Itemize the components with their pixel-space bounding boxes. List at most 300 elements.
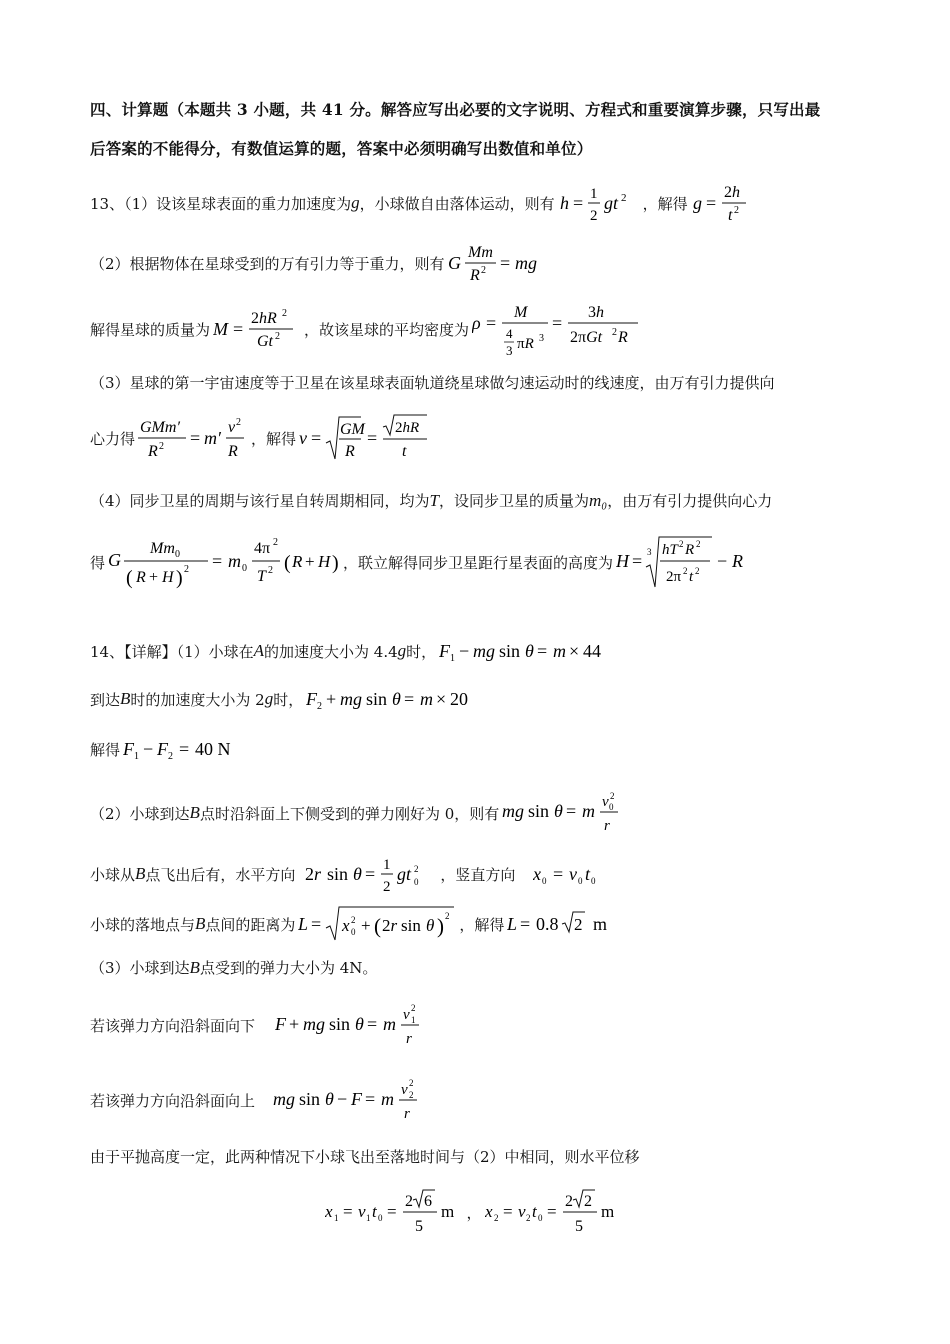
svg-text:R: R — [228, 443, 238, 460]
q14-p6-text2: 点间的距离为 — [205, 915, 296, 934]
svg-text:1: 1 — [366, 1213, 371, 1223]
q14-p6-eq1 — [298, 904, 456, 944]
svg-text:+: + — [289, 1014, 300, 1034]
q13-p6-var2: m₀ — [589, 490, 608, 510]
svg-text:F: F — [306, 689, 318, 709]
svg-text:1: 1 — [450, 653, 456, 664]
svg-text:−: − — [717, 551, 728, 571]
q14-part10 — [90, 1146, 865, 1167]
q13-p1-eq2 — [691, 180, 753, 226]
q14-p1-eq-formula — [439, 637, 625, 665]
svg-text:M: M — [213, 319, 229, 339]
svg-text:sin: sin — [299, 1089, 321, 1109]
q14-part6 — [90, 904, 865, 944]
q13-p5-eq1-formula — [138, 413, 248, 463]
svg-text:sin: sin — [329, 1014, 351, 1034]
q14-p6-eq2 — [507, 904, 615, 944]
svg-text:=: = — [546, 1202, 557, 1221]
svg-text:+: + — [305, 552, 315, 571]
svg-text:m: m — [600, 1202, 614, 1221]
svg-text:mg: mg — [502, 801, 525, 821]
svg-text:=: = — [705, 193, 716, 213]
svg-text:R: R — [148, 443, 158, 460]
q13-p2-eq — [448, 240, 546, 286]
svg-text:m: m — [441, 1202, 455, 1221]
q13-part3 — [90, 298, 865, 360]
q13-p7-eq1-formula — [108, 533, 340, 591]
svg-text:sin: sin — [366, 689, 388, 709]
svg-text:0: 0 — [378, 1213, 383, 1223]
svg-text:v: v — [401, 1082, 408, 1098]
svg-text:4π: 4π — [254, 540, 271, 557]
svg-text:L: L — [507, 914, 518, 934]
q13-p7-eq1 — [108, 533, 340, 591]
q13-p1-text3: ，解得 — [642, 194, 688, 213]
q14-p5-eq2-formula — [533, 852, 613, 896]
q14-p5-text3: ，竖直方向 — [440, 865, 516, 884]
svg-text:πR: πR — [517, 336, 534, 352]
svg-text:3h: 3h — [588, 304, 605, 321]
svg-text:2: 2 — [383, 879, 391, 895]
svg-text:v: v — [358, 1202, 367, 1221]
svg-text:F: F — [351, 1089, 363, 1109]
svg-text:2: 2 — [409, 1090, 414, 1100]
q14-p11-eq1-formula — [325, 1186, 463, 1238]
svg-text:R: R — [345, 443, 355, 460]
svg-text:v: v — [602, 794, 609, 810]
svg-text:θ: θ — [554, 801, 564, 821]
svg-text:0: 0 — [542, 876, 547, 886]
q14-p2-var2: g — [264, 689, 274, 708]
svg-text:m: m — [582, 801, 596, 821]
q14-p7-var: B — [189, 957, 200, 977]
svg-text:R: R — [732, 551, 744, 571]
svg-text:Mm: Mm — [467, 244, 493, 261]
q13-p7-text: 得 — [90, 553, 106, 572]
svg-text:h: h — [559, 193, 569, 213]
svg-text:2: 2 — [589, 208, 598, 224]
svg-text:=: = — [233, 319, 244, 339]
svg-text:2: 2 — [159, 441, 165, 452]
q14-part4 — [90, 790, 865, 836]
svg-text:2: 2 — [282, 308, 288, 319]
svg-text:θ: θ — [392, 689, 402, 709]
svg-text:2: 2 — [679, 539, 684, 549]
svg-text:40 N: 40 N — [195, 739, 231, 759]
svg-text:m: m — [553, 641, 567, 661]
svg-text:x: x — [484, 1202, 493, 1221]
svg-text:2: 2 — [236, 417, 242, 428]
svg-text:44: 44 — [583, 641, 602, 661]
svg-text:v: v — [403, 1007, 410, 1023]
svg-text:2: 2 — [409, 1078, 414, 1088]
q14-p6-eq1-formula — [298, 904, 456, 944]
q14-p11-eq1 — [325, 1186, 463, 1238]
svg-text:ρ: ρ — [472, 313, 481, 333]
svg-text:r: r — [604, 818, 611, 834]
svg-text:0: 0 — [537, 1213, 542, 1223]
svg-text:): ) — [332, 552, 339, 574]
q14-p8-text: 若该弹力方向沿斜面向下 — [90, 1016, 256, 1035]
svg-text:L: L — [298, 914, 309, 934]
svg-text:θ: θ — [525, 641, 535, 661]
q14-p5-eq1 — [305, 852, 437, 896]
q14-p1-var: A — [253, 641, 265, 660]
svg-text:=: = — [311, 428, 322, 448]
svg-text:=: = — [343, 1202, 354, 1221]
svg-text:3: 3 — [506, 343, 513, 358]
q13-p5-eq2-formula — [299, 413, 431, 463]
svg-text:θ: θ — [325, 1089, 334, 1109]
q14-p1-var2: g — [397, 641, 407, 660]
q13-p1-var: g — [351, 193, 360, 212]
q13-part6 — [90, 490, 865, 511]
svg-text:Mm: Mm — [150, 540, 175, 557]
svg-text:R: R — [618, 329, 628, 346]
svg-text:−: − — [337, 1089, 348, 1109]
svg-text:R: R — [685, 542, 695, 558]
svg-text:r: r — [404, 1106, 410, 1122]
svg-text:mg: mg — [303, 1014, 326, 1034]
svg-text:θ: θ — [355, 1014, 364, 1034]
q14-p5-text2: 点飞出后有，水平方向 — [145, 865, 296, 884]
svg-text:H: H — [616, 551, 630, 571]
svg-text:r: r — [406, 1031, 412, 1047]
q13-p3-eq2-formula — [472, 298, 640, 360]
svg-text:3: 3 — [647, 547, 652, 557]
q14-p4-text2: 点时沿斜面上下侧受到的弹力刚好为 0，则有 — [199, 804, 500, 823]
svg-text:M: M — [514, 304, 528, 321]
svg-text:2: 2 — [351, 915, 356, 925]
svg-text:2r: 2r — [382, 916, 398, 935]
svg-text:×: × — [569, 641, 580, 661]
q14-p6-eq2-formula — [507, 904, 615, 944]
q13-part7 — [90, 532, 865, 592]
svg-text:2h: 2h — [723, 184, 740, 201]
svg-text:(: ( — [126, 567, 133, 589]
q13-p1-eq1-formula — [558, 180, 640, 226]
q14-p9-text: 若该弹力方向沿斜面向上 — [90, 1091, 256, 1110]
svg-text:2r: 2r — [305, 864, 322, 884]
svg-text:=: = — [367, 428, 378, 448]
q14-part11 — [0, 1186, 950, 1238]
svg-text:=: = — [632, 551, 643, 571]
q13-p1-text2: ，小球做自由落体运动，则有 — [359, 194, 555, 213]
q14-p4-var: B — [189, 803, 200, 822]
q14-p4-eq — [502, 789, 632, 837]
svg-text:1: 1 — [589, 186, 598, 202]
svg-text:m: m — [381, 1089, 395, 1109]
svg-text:−: − — [143, 739, 154, 759]
svg-text:θ: θ — [353, 864, 363, 884]
svg-text:R: R — [136, 569, 146, 586]
svg-text:t: t — [585, 864, 591, 884]
svg-text:t: t — [531, 1202, 537, 1221]
q13-p3-eq1 — [213, 306, 301, 352]
section-title-text-2: 后答案的不能得分，有数值运算的题，答案中必须明确写出数值和单位） — [90, 139, 593, 158]
svg-text:2: 2 — [683, 566, 688, 576]
svg-text:F: F — [123, 739, 135, 759]
q13-p3-text2: ，故该星球的平均密度为 — [304, 320, 470, 339]
q14-p1-text3: 时， — [406, 642, 437, 661]
section-title-line-1 — [90, 98, 865, 120]
svg-text:2πGt: 2πGt — [570, 329, 603, 346]
svg-text:0: 0 — [591, 876, 596, 886]
q13-p6-text2: ，设同步卫星的质量为 — [439, 492, 590, 510]
svg-text:hT: hT — [662, 542, 678, 558]
q14-p2-text2: 时的加速度大小为 2 — [130, 690, 265, 709]
q13-p7-eq2-formula — [616, 533, 752, 591]
svg-text:=: = — [552, 313, 563, 333]
svg-text:2: 2 — [583, 1193, 592, 1210]
svg-text:sin: sin — [401, 916, 422, 935]
q14-p1-text2: 的加速度大小为 4.4 — [264, 642, 398, 661]
svg-text:x: x — [342, 916, 350, 935]
svg-text:): ) — [176, 567, 183, 589]
svg-text:6: 6 — [424, 1193, 433, 1210]
q13-p2-eq-formula — [448, 240, 546, 286]
q14-p5-text: 小球从 — [90, 865, 136, 884]
svg-text:2: 2 — [184, 564, 190, 575]
svg-text:=: = — [179, 739, 190, 759]
svg-text:+: + — [149, 569, 159, 586]
svg-text:1: 1 — [383, 857, 391, 873]
q14-part9 — [90, 1075, 865, 1125]
svg-text:2hR: 2hR — [395, 420, 420, 436]
svg-text:t: t — [372, 1202, 378, 1221]
svg-text:=: = — [404, 689, 415, 709]
svg-text:1: 1 — [334, 1213, 339, 1223]
q13-p6-text3: ，由万有引力提供向心力 — [607, 492, 773, 510]
svg-text:2: 2 — [414, 864, 419, 874]
svg-text:=: = — [486, 313, 497, 333]
svg-text:+: + — [361, 916, 372, 935]
svg-text:=: = — [365, 1089, 376, 1109]
svg-text:5: 5 — [415, 1218, 424, 1235]
svg-text:2: 2 — [268, 565, 274, 576]
q13-p3-text: 解得星球的质量为 — [90, 320, 211, 339]
q14-p2-eq-formula — [306, 685, 492, 713]
q14-p11-eq2 — [485, 1186, 625, 1238]
svg-text:2: 2 — [493, 1213, 498, 1223]
q13-p7-text2: ，联立解得同步卫星距行星表面的高度为 — [343, 553, 614, 572]
svg-text:mg: mg — [273, 1089, 296, 1109]
svg-text:0: 0 — [414, 877, 419, 887]
svg-text:2: 2 — [273, 537, 279, 548]
svg-text:sin: sin — [499, 641, 521, 661]
svg-text:2: 2 — [445, 911, 450, 921]
svg-text:2: 2 — [574, 915, 583, 934]
svg-text:=: = — [502, 1202, 513, 1221]
svg-text:): ) — [437, 914, 445, 938]
svg-text:v: v — [299, 428, 308, 448]
svg-text:2: 2 — [275, 331, 281, 342]
q13-p3-eq1-formula — [213, 306, 301, 352]
svg-text:1: 1 — [134, 751, 140, 762]
svg-text:t: t — [689, 569, 694, 585]
svg-text:mg: mg — [473, 641, 496, 661]
q14-p2-text: 到达 — [90, 690, 121, 709]
q14-p11-eq2-formula — [485, 1186, 625, 1238]
q13-part1 — [90, 180, 865, 226]
svg-text:−: − — [459, 641, 470, 661]
svg-text:2: 2 — [411, 1003, 416, 1013]
q14-part2 — [90, 685, 865, 713]
svg-text:(: ( — [374, 914, 382, 938]
svg-text:2: 2 — [564, 1193, 573, 1210]
svg-text:2: 2 — [695, 566, 700, 576]
q13-p1-text: 13、（1）设该星球表面的重力加速度为 — [90, 194, 352, 213]
svg-text:m′: m′ — [204, 428, 221, 448]
q13-p1-eq2-formula — [691, 180, 753, 226]
q14-p3-eq-formula — [123, 735, 243, 763]
q14-p7-text: （3）小球到达 — [90, 959, 190, 977]
svg-text:0: 0 — [242, 563, 248, 574]
svg-text:m: m — [228, 551, 242, 571]
svg-text:θ: θ — [426, 916, 435, 935]
svg-text:4: 4 — [506, 326, 513, 341]
section-title-text-1: 四、计算题（本题共 3 小题，共 41 分。解答应写出必要的文字说明、方程式和重要演算步骤，只写出最 — [90, 100, 821, 119]
svg-text:+: + — [326, 689, 337, 709]
svg-text:=: = — [190, 428, 201, 448]
svg-text:mg: mg — [514, 253, 537, 273]
svg-text:v: v — [228, 419, 236, 436]
svg-text:=: = — [553, 864, 564, 884]
q14-p5-eq2 — [533, 852, 613, 896]
svg-text:=: = — [499, 253, 510, 273]
svg-text:gt: gt — [603, 193, 618, 213]
q14-p5-eq1-formula — [305, 852, 437, 896]
section-title-line-2 — [90, 137, 865, 159]
q14-part3 — [90, 735, 865, 763]
svg-text:H: H — [318, 552, 331, 571]
q14-p6-text3: ，解得 — [459, 915, 505, 934]
svg-text:H: H — [162, 569, 174, 586]
svg-text:(: ( — [284, 552, 291, 574]
svg-text:0: 0 — [351, 927, 356, 937]
q13-p5-text2: ，解得 — [251, 429, 297, 448]
svg-text:=: = — [212, 551, 223, 571]
q13-p6-var: T — [429, 490, 440, 510]
svg-text:2: 2 — [317, 701, 323, 712]
svg-text:GMm′: GMm′ — [140, 419, 180, 436]
q13-p7-eq2 — [616, 533, 752, 591]
svg-text:=: = — [311, 914, 322, 934]
q14-p1-eq — [439, 637, 625, 665]
svg-text:sin: sin — [327, 864, 349, 884]
q14-p11-sep: ， — [466, 1203, 482, 1222]
svg-text:×: × — [436, 689, 447, 709]
svg-text:=: = — [572, 193, 583, 213]
svg-text:gt: gt — [397, 864, 412, 884]
q14-p6-var: B — [195, 914, 206, 933]
svg-text:GM: GM — [340, 421, 365, 438]
svg-text:=: = — [387, 1202, 398, 1221]
svg-text:F: F — [439, 641, 451, 661]
q13-part2 — [90, 240, 865, 286]
svg-text:2: 2 — [733, 205, 739, 216]
svg-text:1: 1 — [411, 1015, 416, 1025]
q14-p9-eq — [273, 1075, 425, 1125]
svg-text:x: x — [533, 864, 542, 884]
svg-text:G: G — [447, 253, 461, 273]
q14-p8-eq-formula — [275, 1000, 427, 1050]
svg-text:2: 2 — [525, 1213, 530, 1223]
svg-text:=: = — [365, 864, 376, 884]
svg-text:T: T — [257, 568, 266, 585]
svg-text:2: 2 — [696, 539, 701, 549]
q14-part5 — [90, 852, 865, 896]
svg-text:3: 3 — [539, 333, 545, 344]
svg-text:=: = — [537, 641, 548, 661]
svg-text:v: v — [517, 1202, 526, 1221]
svg-text:2: 2 — [480, 265, 486, 276]
q14-part8 — [90, 1000, 865, 1050]
q13-p5-eq2 — [299, 413, 431, 463]
q13-p3-eq2 — [472, 298, 640, 360]
q13-p5-eq1 — [138, 413, 248, 463]
svg-text:F: F — [275, 1014, 287, 1034]
svg-text:mg: mg — [340, 689, 363, 709]
q14-p4-eq-formula — [502, 789, 632, 837]
q13-p4-text: （3）星球的第一宇宙速度等于卫星在该星球表面轨道绕星球做匀速运动时的线速度，由万有引力提供向 — [90, 374, 775, 392]
q14-part7 — [90, 957, 865, 978]
svg-text:R: R — [292, 552, 303, 571]
q14-p3-text: 解得 — [90, 740, 121, 759]
q14-p6-text: 小球的落地点与 — [90, 915, 196, 934]
svg-text:=: = — [566, 801, 577, 821]
q14-p8-eq — [275, 1000, 427, 1050]
svg-text:m: m — [420, 689, 434, 709]
q14-part1 — [90, 637, 865, 665]
q13-p2-text: （2）根据物体在星球受到的万有引力等于重力，则有 — [90, 254, 445, 273]
svg-text:v: v — [569, 864, 578, 884]
svg-text:G: G — [108, 550, 122, 570]
svg-text:0: 0 — [578, 876, 583, 886]
svg-text:F: F — [157, 739, 169, 759]
svg-text:2: 2 — [612, 327, 618, 338]
svg-text:Gt: Gt — [257, 333, 274, 350]
svg-text:0: 0 — [175, 549, 181, 560]
q14-p10-text: 由于平抛高度一定，此两种情况下小球飞出至落地时间与（2）中相同，则水平位移 — [90, 1148, 640, 1166]
svg-text:t: t — [727, 207, 733, 224]
svg-text:0: 0 — [609, 802, 614, 812]
q13-p6-text: （4）同步卫星的周期与该行星自转周期相同，均为 — [90, 492, 430, 510]
q14-p2-text3: 时， — [273, 690, 304, 709]
svg-text:=: = — [520, 914, 531, 934]
svg-text:2hR: 2hR — [251, 310, 277, 327]
q14-p2-var: B — [120, 689, 131, 708]
q13-p1-eq1 — [558, 180, 640, 226]
svg-text:=: = — [367, 1014, 378, 1034]
svg-text:0.8: 0.8 — [536, 914, 559, 934]
q14-p3-eq — [123, 735, 243, 763]
q13-p5-text: 心力得 — [90, 429, 136, 448]
svg-text:g: g — [692, 193, 702, 213]
svg-text:2: 2 — [610, 791, 615, 801]
svg-text:2: 2 — [620, 192, 627, 204]
svg-text:5: 5 — [574, 1218, 583, 1235]
q14-p1-text: 14、【详解】（1）小球在 — [90, 642, 254, 661]
svg-text:2π: 2π — [666, 569, 682, 585]
svg-text:20: 20 — [450, 689, 469, 709]
q14-p9-eq-formula — [273, 1075, 425, 1125]
svg-text:m: m — [383, 1014, 397, 1034]
q14-p2-eq — [306, 685, 492, 713]
q13-part4 — [90, 372, 865, 393]
svg-text:t: t — [402, 443, 407, 460]
svg-text:sin: sin — [528, 801, 550, 821]
